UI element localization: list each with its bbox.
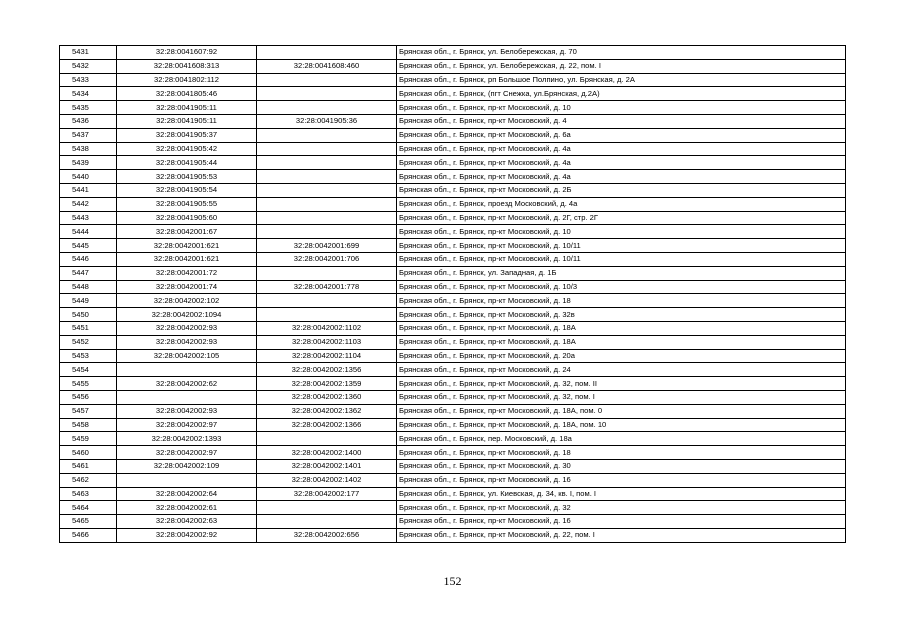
row-number-cell: 5446 xyxy=(60,252,117,266)
address-cell: Брянская обл., г. Брянск, пр-кт Московский, д. 30 xyxy=(397,459,846,473)
address-cell: Брянская обл., г. Брянск, пр-кт Московский, д. 24 xyxy=(397,363,846,377)
linked-cadastral-number-cell xyxy=(257,515,397,529)
address-cell: Брянская обл., г. Брянск, проезд Московский, д. 4а xyxy=(397,197,846,211)
table-row xyxy=(60,335,846,349)
row-number-cell: 5444 xyxy=(60,225,117,239)
linked-cadastral-number-cell xyxy=(257,156,397,170)
table-row xyxy=(60,183,846,197)
linked-cadastral-number-cell xyxy=(257,46,397,60)
address-cell: Брянская обл., г. Брянск, пр-кт Московский, д. 4а xyxy=(397,142,846,156)
address-cell: Брянская обл., г. Брянск, пр-кт Московский, д. 10 xyxy=(397,225,846,239)
address-cell: Брянская обл., г. Брянск, пр-кт Московский, д. 2Г, стр. 2Г xyxy=(397,211,846,225)
table-row xyxy=(60,197,846,211)
cadastral-number-cell: 32:28:0042001:74 xyxy=(117,280,257,294)
cadastral-number-cell: 32:28:0042001:72 xyxy=(117,266,257,280)
cadastral-number-cell xyxy=(117,473,257,487)
table-row xyxy=(60,211,846,225)
address-cell: Брянская обл., г. Брянск, пр-кт Московский, д. 18А xyxy=(397,321,846,335)
table-row xyxy=(60,487,846,501)
linked-cadastral-number-cell: 32:28:0042002:1356 xyxy=(257,363,397,377)
row-number-cell: 5460 xyxy=(60,446,117,460)
row-number-cell: 5436 xyxy=(60,114,117,128)
address-cell: Брянская обл., г. Брянск, пр-кт Московский, д. 10/11 xyxy=(397,239,846,253)
linked-cadastral-number-cell: 32:28:0042002:1360 xyxy=(257,390,397,404)
table-row xyxy=(60,459,846,473)
address-cell: Брянская обл., г. Брянск, пр-кт Московский, д. 18А xyxy=(397,335,846,349)
cadastral-number-cell: 32:28:0042002:97 xyxy=(117,418,257,432)
address-cell: Брянская обл., г. Брянск, пр-кт Московский, д. 16 xyxy=(397,473,846,487)
cadastral-number-cell: 32:28:0041905:60 xyxy=(117,211,257,225)
row-number-cell: 5438 xyxy=(60,142,117,156)
row-number-cell: 5461 xyxy=(60,459,117,473)
linked-cadastral-number-cell xyxy=(257,308,397,322)
table-row xyxy=(60,349,846,363)
linked-cadastral-number-cell: 32:28:0042001:778 xyxy=(257,280,397,294)
row-number-cell: 5449 xyxy=(60,294,117,308)
cadastral-number-cell: 32:28:0042002:93 xyxy=(117,321,257,335)
cadastral-number-cell: 32:28:0042002:109 xyxy=(117,459,257,473)
address-cell: Брянская обл., г. Брянск, пр-кт Московский, д. 18А, пом. 10 xyxy=(397,418,846,432)
address-cell: Брянская обл., г. Брянск, пр-кт Московский, д. 32, пом. II xyxy=(397,377,846,391)
table-row xyxy=(60,266,846,280)
cadastral-number-cell: 32:28:0041905:44 xyxy=(117,156,257,170)
linked-cadastral-number-cell xyxy=(257,197,397,211)
cadastral-number-cell: 32:28:0041905:11 xyxy=(117,101,257,115)
address-cell: Брянская обл., г. Брянск, пр-кт Московский, д. 10/11 xyxy=(397,252,846,266)
linked-cadastral-number-cell: 32:28:0042001:706 xyxy=(257,252,397,266)
cadastral-number-cell: 32:28:0041905:53 xyxy=(117,170,257,184)
cadastral-number-cell: 32:28:0042002:64 xyxy=(117,487,257,501)
linked-cadastral-number-cell: 32:28:0041608:460 xyxy=(257,59,397,73)
table-row xyxy=(60,404,846,418)
address-cell: Брянская обл., г. Брянск, ул. Белобережская, д. 70 xyxy=(397,46,846,60)
row-number-cell: 5440 xyxy=(60,170,117,184)
table-row xyxy=(60,473,846,487)
linked-cadastral-number-cell: 32:28:0042002:656 xyxy=(257,528,397,542)
cadastral-number-cell: 32:28:0042002:102 xyxy=(117,294,257,308)
cadastral-number-cell: 32:28:0041805:46 xyxy=(117,87,257,101)
linked-cadastral-number-cell: 32:28:0042002:1362 xyxy=(257,404,397,418)
cadastral-number-cell: 32:28:0041905:54 xyxy=(117,183,257,197)
table-row xyxy=(60,252,846,266)
linked-cadastral-number-cell: 32:28:0042002:1359 xyxy=(257,377,397,391)
table-row xyxy=(60,170,846,184)
table-row xyxy=(60,308,846,322)
page-number: 152 xyxy=(443,574,462,588)
cadastral-number-cell: 32:28:0042002:93 xyxy=(117,335,257,349)
row-number-cell: 5443 xyxy=(60,211,117,225)
cadastral-number-cell: 32:28:0042002:97 xyxy=(117,446,257,460)
row-number-cell: 5457 xyxy=(60,404,117,418)
cadastral-number-cell: 32:28:0042002:105 xyxy=(117,349,257,363)
linked-cadastral-number-cell: 32:28:0042002:1401 xyxy=(257,459,397,473)
table-row xyxy=(60,73,846,87)
table-row xyxy=(60,87,846,101)
table-row xyxy=(60,528,846,542)
linked-cadastral-number-cell xyxy=(257,294,397,308)
cadastral-number-cell: 32:28:0041905:55 xyxy=(117,197,257,211)
table-row xyxy=(60,280,846,294)
linked-cadastral-number-cell xyxy=(257,225,397,239)
row-number-cell: 5463 xyxy=(60,487,117,501)
row-number-cell: 5458 xyxy=(60,418,117,432)
table-row xyxy=(60,501,846,515)
row-number-cell: 5455 xyxy=(60,377,117,391)
row-number-cell: 5433 xyxy=(60,73,117,87)
table-row xyxy=(60,515,846,529)
address-cell: Брянская обл., г. Брянск, пр-кт Московский, д. 4а xyxy=(397,156,846,170)
linked-cadastral-number-cell xyxy=(257,266,397,280)
cadastral-number-cell: 32:28:0042002:1393 xyxy=(117,432,257,446)
address-cell: Брянская обл., г. Брянск, пр-кт Московский, д. 2Б xyxy=(397,183,846,197)
row-number-cell: 5435 xyxy=(60,101,117,115)
row-number-cell: 5431 xyxy=(60,46,117,60)
cadastral-number-cell: 32:28:0041802:112 xyxy=(117,73,257,87)
address-cell: Брянская обл., г. Брянск, пр-кт Московский, д. 32в xyxy=(397,308,846,322)
row-number-cell: 5432 xyxy=(60,59,117,73)
address-cell: Брянская обл., г. Брянск, пр-кт Московский, д. 4 xyxy=(397,114,846,128)
table-row xyxy=(60,432,846,446)
row-number-cell: 5459 xyxy=(60,432,117,446)
cadastral-number-cell: 32:28:0041608:313 xyxy=(117,59,257,73)
table-row xyxy=(60,390,846,404)
table-row xyxy=(60,363,846,377)
address-cell: Брянская обл., г. Брянск, рп Большое Полпино, ул. Брянская, д. 2А xyxy=(397,73,846,87)
cadastral-number-cell xyxy=(117,390,257,404)
cadastral-number-cell: 32:28:0042002:63 xyxy=(117,515,257,529)
cadastral-number-cell: 32:28:0041607:92 xyxy=(117,46,257,60)
cadastral-number-cell: 32:28:0042002:1094 xyxy=(117,308,257,322)
address-cell: Брянская обл., г. Брянск, пр-кт Московский, д. 18А, пом. 0 xyxy=(397,404,846,418)
linked-cadastral-number-cell: 32:28:0042001:699 xyxy=(257,239,397,253)
linked-cadastral-number-cell xyxy=(257,183,397,197)
cadastral-number-cell: 32:28:0042001:67 xyxy=(117,225,257,239)
cadastral-number-cell: 32:28:0042001:621 xyxy=(117,239,257,253)
row-number-cell: 5465 xyxy=(60,515,117,529)
row-number-cell: 5441 xyxy=(60,183,117,197)
cadastral-number-cell: 32:28:0042002:92 xyxy=(117,528,257,542)
row-number-cell: 5454 xyxy=(60,363,117,377)
row-number-cell: 5462 xyxy=(60,473,117,487)
linked-cadastral-number-cell xyxy=(257,211,397,225)
cadastral-number-cell: 32:28:0042002:93 xyxy=(117,404,257,418)
linked-cadastral-number-cell xyxy=(257,170,397,184)
row-number-cell: 5439 xyxy=(60,156,117,170)
address-cell: Брянская обл., г. Брянск, пер. Московский, д. 18а xyxy=(397,432,846,446)
address-cell: Брянская обл., г. Брянск, пр-кт Московский, д. 10/3 xyxy=(397,280,846,294)
cadastral-number-cell: 32:28:0041905:37 xyxy=(117,128,257,142)
cadastral-number-cell xyxy=(117,363,257,377)
row-number-cell: 5456 xyxy=(60,390,117,404)
cadastral-number-cell: 32:28:0042002:62 xyxy=(117,377,257,391)
address-cell: Брянская обл., г. Брянск, пр-кт Московский, д. 16 xyxy=(397,515,846,529)
linked-cadastral-number-cell: 32:28:0042002:177 xyxy=(257,487,397,501)
linked-cadastral-number-cell: 32:28:0042002:1402 xyxy=(257,473,397,487)
row-number-cell: 5450 xyxy=(60,308,117,322)
table-row xyxy=(60,114,846,128)
address-cell: Брянская обл., г. Брянск, ул. Белобережская, д. 22, пом. I xyxy=(397,59,846,73)
address-cell: Брянская обл., г. Брянск, пр-кт Московский, д. 32, пом. I xyxy=(397,390,846,404)
linked-cadastral-number-cell: 32:28:0042002:1103 xyxy=(257,335,397,349)
row-number-cell: 5466 xyxy=(60,528,117,542)
row-number-cell: 5451 xyxy=(60,321,117,335)
linked-cadastral-number-cell xyxy=(257,87,397,101)
table-row xyxy=(60,142,846,156)
address-cell: Брянская обл., г. Брянск, пр-кт Московский, д. 18 xyxy=(397,446,846,460)
table-row xyxy=(60,128,846,142)
linked-cadastral-number-cell xyxy=(257,101,397,115)
linked-cadastral-number-cell: 32:28:0041905:36 xyxy=(257,114,397,128)
address-cell: Брянская обл., г. Брянск, пр-кт Московский, д. 22, пом. I xyxy=(397,528,846,542)
linked-cadastral-number-cell: 32:28:0042002:1400 xyxy=(257,446,397,460)
row-number-cell: 5445 xyxy=(60,239,117,253)
address-cell: Брянская обл., г. Брянск, пр-кт Московский, д. 4а xyxy=(397,170,846,184)
address-cell: Брянская обл., г. Брянск, (пгт Снежка, ул.Брянская, д.2А) xyxy=(397,87,846,101)
linked-cadastral-number-cell xyxy=(257,128,397,142)
cadastral-number-cell: 32:28:0041905:11 xyxy=(117,114,257,128)
address-cell: Брянская обл., г. Брянск, пр-кт Московский, д. 6а xyxy=(397,128,846,142)
linked-cadastral-number-cell xyxy=(257,142,397,156)
table-body xyxy=(60,46,846,543)
address-cell: Брянская обл., г. Брянск, пр-кт Московский, д. 32 xyxy=(397,501,846,515)
table-row xyxy=(60,101,846,115)
cadastral-number-cell: 32:28:0042002:61 xyxy=(117,501,257,515)
address-cell: Брянская обл., г. Брянск, ул. Западная, д. 1Б xyxy=(397,266,846,280)
row-number-cell: 5452 xyxy=(60,335,117,349)
row-number-cell: 5448 xyxy=(60,280,117,294)
row-number-cell: 5447 xyxy=(60,266,117,280)
cadastral-number-cell: 32:28:0041905:42 xyxy=(117,142,257,156)
table-row xyxy=(60,156,846,170)
linked-cadastral-number-cell: 32:28:0042002:1102 xyxy=(257,321,397,335)
row-number-cell: 5464 xyxy=(60,501,117,515)
address-cell: Брянская обл., г. Брянск, пр-кт Московский, д. 10 xyxy=(397,101,846,115)
table-row xyxy=(60,59,846,73)
linked-cadastral-number-cell xyxy=(257,501,397,515)
property-table xyxy=(59,45,846,543)
linked-cadastral-number-cell xyxy=(257,432,397,446)
linked-cadastral-number-cell xyxy=(257,73,397,87)
address-cell: Брянская обл., г. Брянск, ул. Киевская, д. 34, кв. I, пом. I xyxy=(397,487,846,501)
row-number-cell: 5434 xyxy=(60,87,117,101)
table-row xyxy=(60,446,846,460)
row-number-cell: 5442 xyxy=(60,197,117,211)
address-cell: Брянская обл., г. Брянск, пр-кт Московский, д. 18 xyxy=(397,294,846,308)
table-row xyxy=(60,46,846,60)
row-number-cell: 5453 xyxy=(60,349,117,363)
table-row xyxy=(60,418,846,432)
cadastral-number-cell: 32:28:0042001:621 xyxy=(117,252,257,266)
table-row xyxy=(60,321,846,335)
address-cell: Брянская обл., г. Брянск, пр-кт Московский, д. 20а xyxy=(397,349,846,363)
linked-cadastral-number-cell: 32:28:0042002:1104 xyxy=(257,349,397,363)
linked-cadastral-number-cell: 32:28:0042002:1366 xyxy=(257,418,397,432)
table-row xyxy=(60,225,846,239)
table-row xyxy=(60,239,846,253)
row-number-cell: 5437 xyxy=(60,128,117,142)
table-row xyxy=(60,377,846,391)
table-row xyxy=(60,294,846,308)
